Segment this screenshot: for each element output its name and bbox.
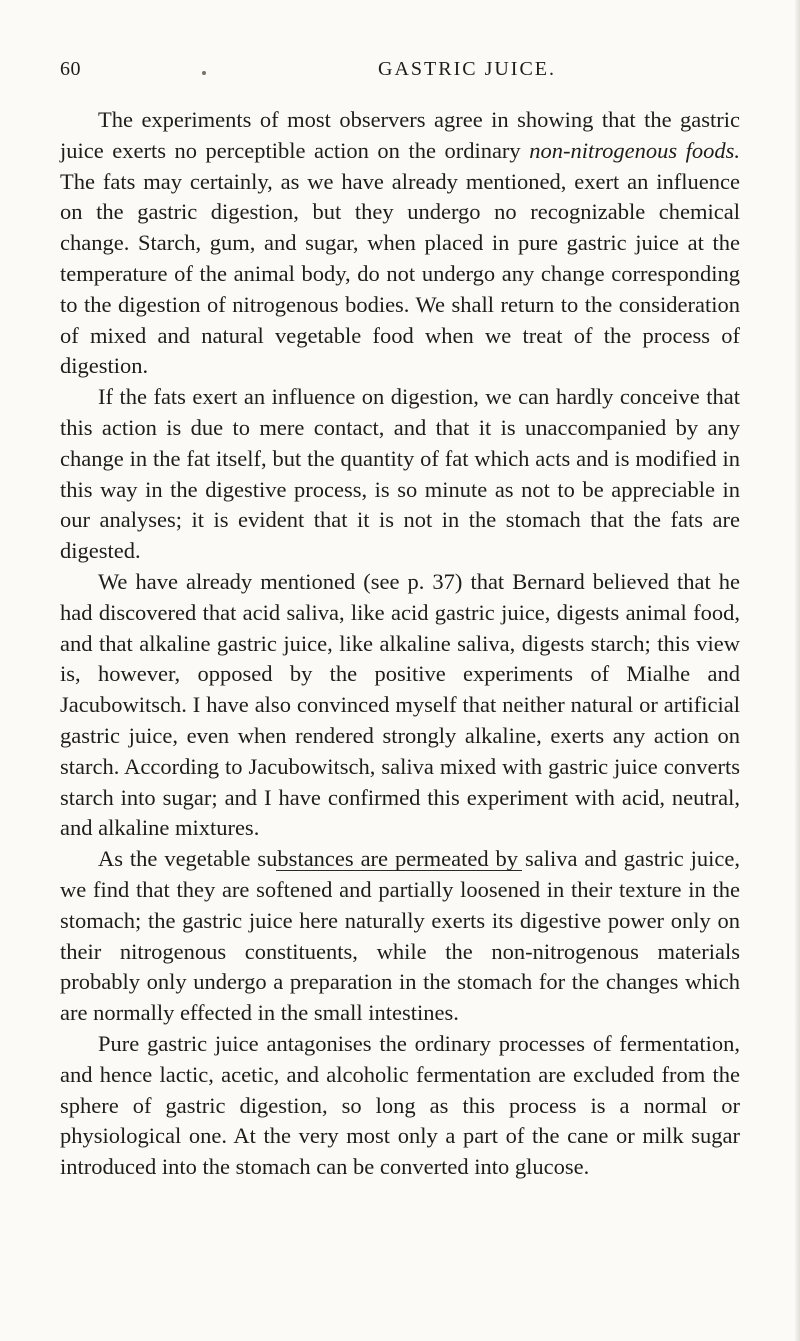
running-head: GASTRIC JUICE. [378, 58, 557, 80]
paragraph-bernard-saliva: We have already mentioned (see p. 37) that Bernard believed that he had discovered that acid saliva, like acid gastric juice, digests animal food, and that alkaline gastric juice, like alkaline saliva, digests starch; this view is, however, opposed by the positive experiments of Mialhe and Jacubowitsch. I have also convinced myself that neither natural or artificial gastric juice, even when rendered strongly alkaline, exerts any action on starch. According to Jacubowitsch, saliva mixed with gastric juice converts starch into sugar; and I have confirmed this experiment with acid, neutral, and alkaline mixtures. [60, 568, 740, 841]
print-speck [202, 71, 206, 75]
paragraph-text: The fats may certainly, as we have already mentioned, exert an influence on the gastric digestion, but they undergo no recognizable chemical change. Starch, gum, and sugar, when placed in pure gastric juice at the temperature of the animal body, do not undergo any change corresponding to the digestion of nitrogenous bodies. We shall return to the consideration of mixed and natural vegetable food when we treat of the process of digestion. [60, 168, 740, 379]
emphasized-term: non-nitrogenous foods. [529, 137, 741, 163]
body-text [60, 105, 740, 1183]
page-header [60, 58, 740, 88]
section-rule [276, 870, 522, 871]
paragraph-fermentation: Pure gastric juice antagonises the ordinary processes of fermentation, and hence lactic, acetic, and alcoholic fermentation are excluded from the sphere of gastric digestion, so long as this process is a normal or physiological one. At the very most only a part of the cane or milk sugar introduced into the stomach can be converted into glucose. [60, 1030, 740, 1180]
page-number: 60 [60, 58, 81, 80]
paragraph-nonnitrogenous-foods [60, 105, 740, 382]
paragraph-text: The experiments of most observers agree in showing that the gastric juice exerts no perceptible action on the ordinary [60, 107, 740, 163]
page-edge [794, 0, 800, 1341]
paragraph-fats-digestion: If the fats exert an influence on digestion, we can hardly conceive that this action is due to mere contact, and that it is unaccompanied by any change in the fat itself, but the quantity of fat which acts and is modified in this way in the digestive process, is so minute as not to be appreciable in our analyses; it is evident that it is not in the stomach that the fats are digested. [60, 384, 740, 564]
paragraph-vegetable-substances: As the vegetable substances are permeated by saliva and gastric juice, we find that they are softened and partially loosened in their texture in the stomach; the gastric juice here naturally exerts its digestive power only on their nitrogenous constituents, while the non-nitrogenous materials probably only undergo a preparation in the stomach for the changes which are normally effected in the small intestines. [60, 846, 740, 1026]
